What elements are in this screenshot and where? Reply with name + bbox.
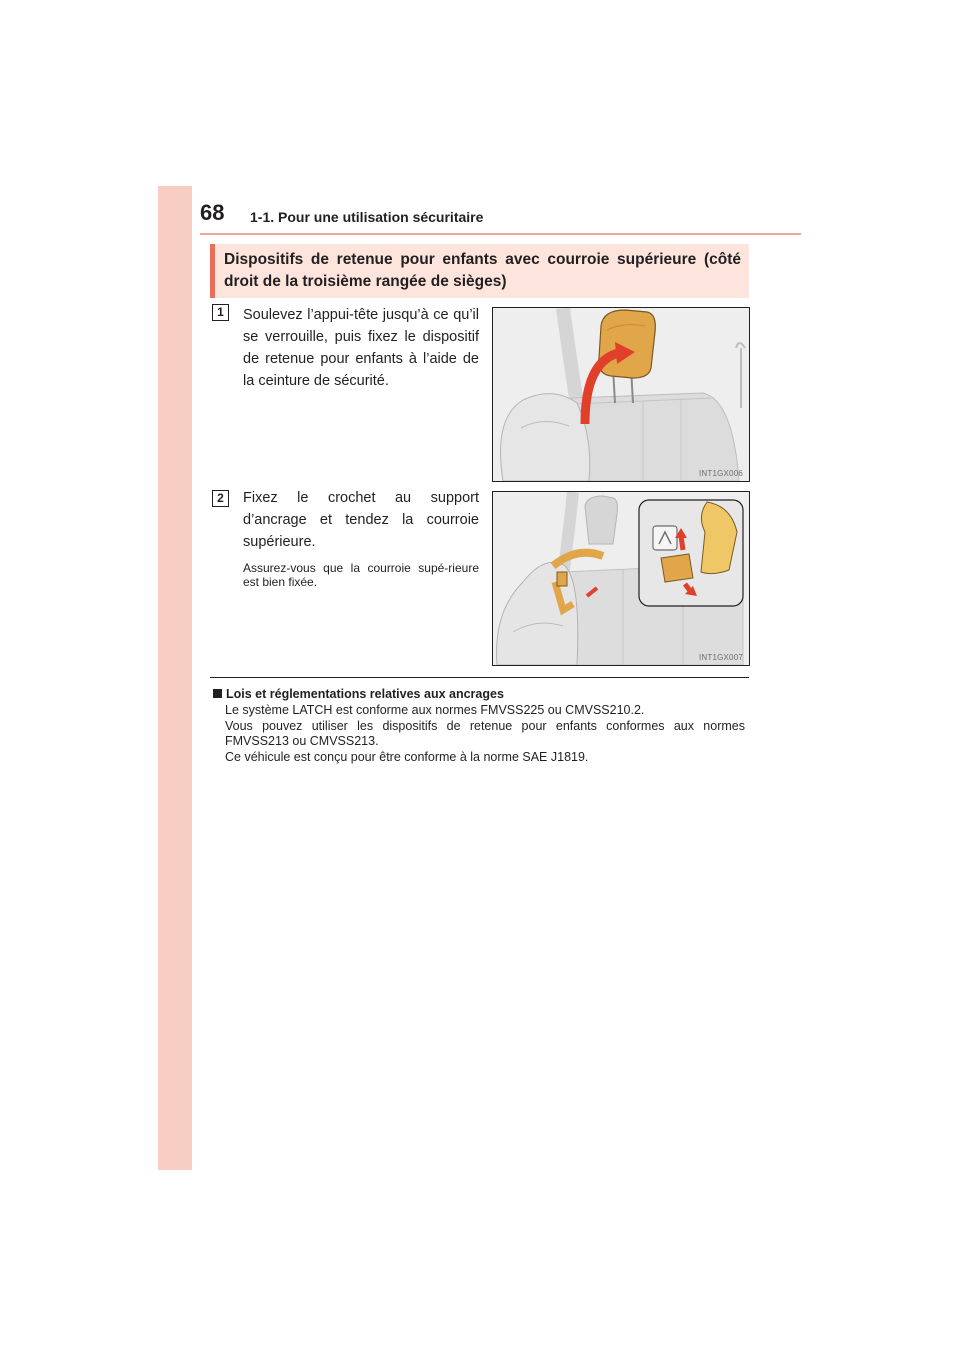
step-instruction: Soulevez l’appui-tête jusqu’à ce qu’il se verrouille, puis fixez le dispositif de retenue pour enfants à l’aide de la ceinture de sécurité.	[243, 307, 479, 389]
side-tab-band	[158, 186, 192, 1170]
section-heading-box	[210, 244, 749, 298]
notes-line: Vous pouvez utiliser les dispositifs de retenue pour enfants conformes aux normes FMVSS213 ou CMVSS213.	[225, 718, 745, 748]
figure-code: INT1GX007	[698, 653, 743, 662]
tether-anchor-drawing	[493, 492, 749, 665]
figure-code: INT1GX006	[698, 469, 743, 478]
step-number-badge: 2	[212, 490, 229, 507]
notes-line: Ce véhicule est conçu pour être conforme à la norme SAE J1819.	[225, 749, 589, 764]
page-number: 68	[200, 200, 225, 225]
notes-divider	[210, 677, 749, 678]
headrest-raise-illustration	[492, 307, 750, 482]
chapter-title: 1-1. Pour une utilisation sécuritaire	[250, 209, 484, 225]
section-title: Dispositifs de retenue pour enfants avec courroie supérieure (côté droit de la troisième rangée de sièges)	[224, 251, 741, 290]
square-bullet-icon	[213, 689, 222, 698]
notes-body	[225, 703, 745, 765]
notes-heading	[213, 686, 504, 702]
section-accent-bar	[210, 244, 215, 298]
step-note: Assurez-vous que la courroie supé-rieure est bien fixée.	[243, 561, 479, 589]
headrest-raise-drawing	[493, 308, 749, 481]
header-divider	[200, 233, 801, 235]
tether-anchor-illustration	[492, 491, 750, 666]
step-instruction: Fixez le crochet au support d’ancrage et tendez la courroie supérieure.	[243, 490, 479, 550]
notes-heading-text: Lois et réglementations relatives aux ancrages	[226, 687, 504, 701]
notes-line: Le système LATCH est conforme aux normes FMVSS225 ou CMVSS210.2.	[225, 703, 645, 717]
step-number-badge: 1	[212, 304, 229, 321]
